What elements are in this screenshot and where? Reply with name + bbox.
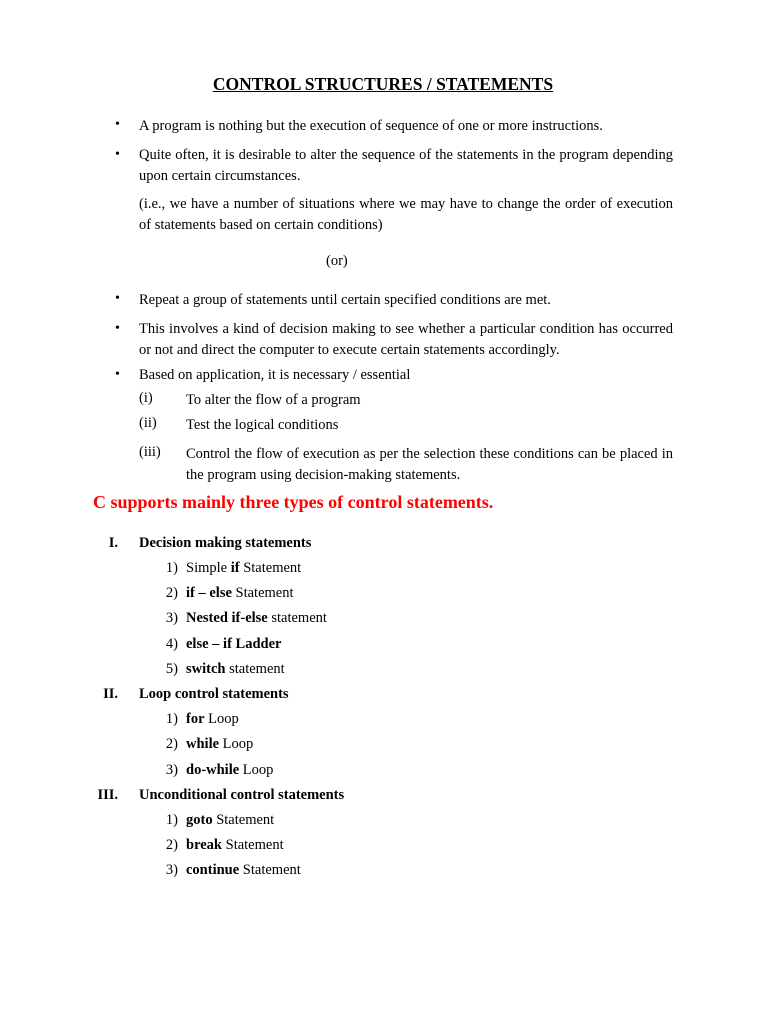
bullet-marker: • [115,321,120,336]
list-item-number: 1) [165,560,178,576]
section-number: I. [108,535,118,551]
list-item: continue Statement [186,862,301,878]
list-item: while Loop [186,736,254,752]
list-item-number: 2) [165,837,178,853]
bullet-text: Repeat a group of statements until certain specified conditions are met. [139,292,551,308]
list-item: else – if Ladder [186,636,282,652]
bullet-text: Based on application, it is necessary / essential [139,367,411,383]
roman-item-text: Test the logical conditions [186,417,339,433]
roman-item-number: (i) [139,390,153,406]
page-title: CONTROL STRUCTURES / STATEMENTS [212,74,554,94]
list-item-number: 3) [165,610,178,626]
bullet-marker: • [115,117,120,132]
roman-item-text: To alter the flow of a program [186,392,361,408]
bullet-text: A program is nothing but the execution of sequence of one or more instructions. [139,118,603,134]
section-title: Loop control statements [139,686,289,702]
bullet-text: This involves a kind of decision making to see whether a particular condition has occurred or not and direct the computer to execute certain statements accordingly. [139,321,673,358]
list-item: Simple if Statement [186,560,302,576]
bullet-text: Quite often, it is desirable to alter the sequence of the statements in the program depending upon certain circumstances. [139,147,673,184]
bullet-marker: • [115,147,120,162]
or-separator: (or) [326,253,348,269]
roman-item-text: Control the flow of execution as per the selection these conditions can be placed in the program using decision-making statements. [186,446,673,483]
list-item-number: 5) [165,661,178,677]
roman-item-number: (ii) [139,415,157,431]
list-item: break Statement [186,837,284,853]
bullet-note: (i.e., we have a number of situations where we may have to change the order of execution of statements based on certain conditions) [139,196,673,233]
list-item: for Loop [186,711,239,727]
section-number: III. [97,787,118,803]
section-number: II. [103,686,118,702]
list-item-number: 1) [165,812,178,828]
list-item-number: 2) [165,585,178,601]
section-title: Decision making statements [139,535,312,551]
list-item-number: 2) [165,736,178,752]
list-item: do-while Loop [186,762,274,778]
roman-item-number: (iii) [139,444,161,460]
list-item: if – else Statement [186,585,294,601]
bullet-marker: • [115,291,120,306]
list-item: switch statement [186,661,285,677]
list-item-number: 1) [165,711,178,727]
section-title: Unconditional control statements [139,787,345,803]
bullet-marker: • [115,367,120,382]
list-item-number: 4) [165,636,178,652]
list-item: Nested if-else statement [186,610,327,626]
control-statements-heading: C supports mainly three types of control statements. [93,492,494,512]
list-item-number: 3) [165,762,178,778]
list-item-number: 3) [165,862,178,878]
list-item: goto Statement [186,812,275,828]
